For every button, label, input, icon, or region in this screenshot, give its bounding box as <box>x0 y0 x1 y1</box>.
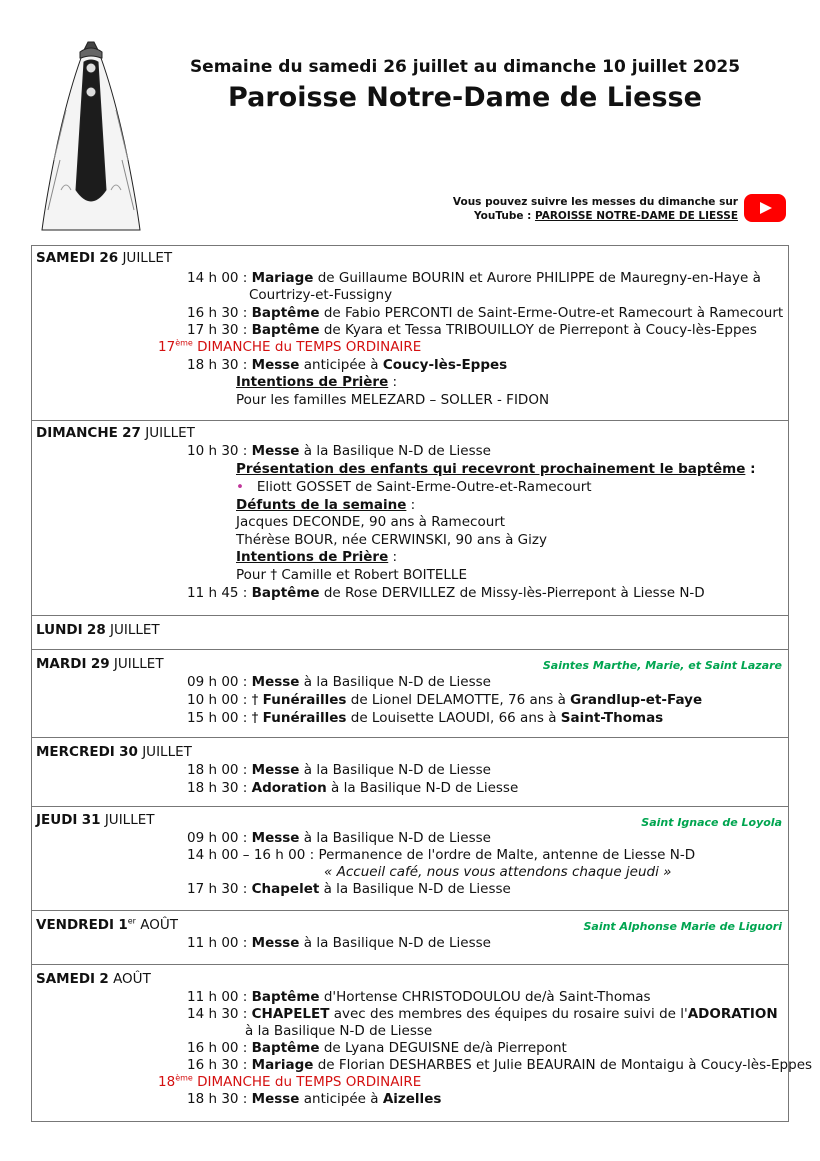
day-heading: SAMEDI 2 AOÛT <box>36 971 151 987</box>
schedule-line: Courtrizy-et-Fussigny <box>249 287 393 303</box>
intentions-label: Intentions de Prière : <box>236 374 398 390</box>
intentions-text: Pour les familles MELEZARD – SOLLER - FIDON <box>236 392 550 408</box>
schedule-line: 17 h 30 : Chapelet à la Basilique N-D de Liesse <box>187 881 511 897</box>
schedule-line: 16 h 30 : Mariage de Florian DESHARBES et Julie BEAURAIN de Montaigu à Coucy-lès-Eppes <box>187 1057 813 1073</box>
day-heading: VENDREDI 1er AOÛT <box>36 916 179 933</box>
deceased-item: Thérèse BOUR, née CERWINSKI, 90 ans à Gizy <box>236 532 547 548</box>
notre-dame-statue-image <box>36 40 146 238</box>
deceased-item: Jacques DECONDE, 90 ans à Ramecourt <box>236 514 506 530</box>
page-title: Paroisse Notre-Dame de Liesse <box>228 82 702 113</box>
schedule-line: 18 h 00 : Messe à la Basilique N-D de Liesse <box>187 762 491 778</box>
schedule-line: 16 h 00 : Baptême de Lyana DEGUISNE de/à Pierrepont <box>187 1040 567 1056</box>
schedule-line: 14 h 00 – 16 h 00 : Permanence de l'ordre de Malte, antenne de Liesse N-D <box>187 847 696 863</box>
schedule-line: 09 h 00 : Messe à la Basilique N-D de Liesse <box>187 830 491 846</box>
schedule-line: 18 h 30 : Adoration à la Basilique N-D de Liesse <box>187 780 519 796</box>
day-block-tue29 <box>32 650 788 738</box>
deceased-label: Défunts de la semaine : <box>236 497 416 513</box>
schedule-note: « Accueil café, nous vous attendons chaque jeudi » <box>324 864 672 880</box>
schedule-line: 11 h 00 : Messe à la Basilique N-D de Liesse <box>187 935 491 951</box>
schedule-line: 14 h 00 : Mariage de Guillaume BOURIN et Aurore PHILIPPE de Mauregny-en-Haye à <box>187 270 761 286</box>
youtube-label: YouTube : <box>474 210 532 222</box>
feast-of-day: Saint Ignace de Loyola <box>641 816 782 829</box>
youtube-channel-link[interactable]: PAROISSE NOTRE-DAME DE LIESSE <box>534 210 738 222</box>
day-heading: JEUDI 31 JUILLET <box>36 812 155 828</box>
schedule-line: 17 h 30 : Baptême de Kyara et Tessa TRIBOUILLOY de Pierrepont à Coucy-lès-Eppes <box>187 322 757 338</box>
schedule-line: 11 h 45 : Baptême de Rose DERVILLEZ de Missy-lès-Pierrepont à Liesse N-D <box>187 585 705 601</box>
schedule-line: 18 h 30 : Messe anticipée à Aizelles <box>187 1091 442 1107</box>
intentions-label: Intentions de Prière : <box>236 549 398 565</box>
day-block-wed30 <box>32 738 788 807</box>
intentions-text: Pour † Camille et Robert BOITELLE <box>236 567 467 583</box>
schedule-line: 15 h 00 : † Funérailles de Louisette LAOUDI, 66 ans à Saint-Thomas <box>187 710 664 726</box>
day-block-sat26 <box>32 246 788 421</box>
schedule-line: 10 h 30 : Messe à la Basilique N-D de Liesse <box>187 443 491 459</box>
schedule-line: 09 h 00 : Messe à la Basilique N-D de Liesse <box>187 674 491 690</box>
day-block-sun27 <box>32 421 788 616</box>
day-block-sat2 <box>32 965 813 1121</box>
schedule-line: 18 h 30 : Messe anticipée à Coucy-lès-Eppes <box>187 357 508 373</box>
feast-of-day: Saintes Marthe, Marie, et Saint Lazare <box>542 659 782 672</box>
day-block-thu31 <box>32 807 788 911</box>
day-heading: MERCREDI 30 JUILLET <box>36 744 192 760</box>
schedule-line: 14 h 30 : CHAPELET avec des membres des équipes du rosaire suivi de l'ADORATION <box>187 1006 778 1022</box>
schedule-line: 10 h 00 : † Funérailles de Lionel DELAMOTTE, 76 ans à Grandlup-et-Faye <box>187 692 703 708</box>
feast-of-day: Saint Alphonse Marie de Liguori <box>583 920 782 933</box>
youtube-note-line1: Vous pouvez suivre les messes du dimanche sur <box>452 196 738 208</box>
day-heading: LUNDI 28 JUILLET <box>36 622 160 638</box>
youtube-note <box>453 195 738 223</box>
youtube-note-line2 <box>453 209 738 223</box>
sunday-heading: 17ème DIMANCHE du TEMPS ORDINAIRE <box>158 338 422 355</box>
sunday-heading: 18ème DIMANCHE du TEMPS ORDINAIRE <box>158 1073 422 1090</box>
youtube-play-icon[interactable] <box>744 194 786 222</box>
schedule-table <box>31 245 813 1122</box>
day-heading: SAMEDI 26 JUILLET <box>36 250 173 266</box>
week-heading: Semaine du samedi 26 juillet au dimanche 10 juillet 2025 <box>189 57 741 77</box>
schedule-line: à la Basilique N-D de Liesse <box>245 1023 433 1039</box>
day-block-fri1 <box>32 911 788 965</box>
day-heading: DIMANCHE 27 JUILLET <box>36 425 195 441</box>
presentation-label: Présentation des enfants qui recevront prochainement le baptême : <box>236 461 756 477</box>
day-block-mon28 <box>32 616 788 650</box>
presentation-item: • Eliott GOSSET de Saint-Erme-Outre-et-Ramecourt <box>236 479 592 495</box>
schedule-line: 16 h 30 : Baptême de Fabio PERCONTI de Saint-Erme-Outre-et Ramecourt à Ramecourt <box>187 305 784 321</box>
day-heading: MARDI 29 JUILLET <box>36 656 164 672</box>
schedule-line: 11 h 00 : Baptême d'Hortense CHRISTODOULOU de/à Saint-Thomas <box>187 989 651 1005</box>
